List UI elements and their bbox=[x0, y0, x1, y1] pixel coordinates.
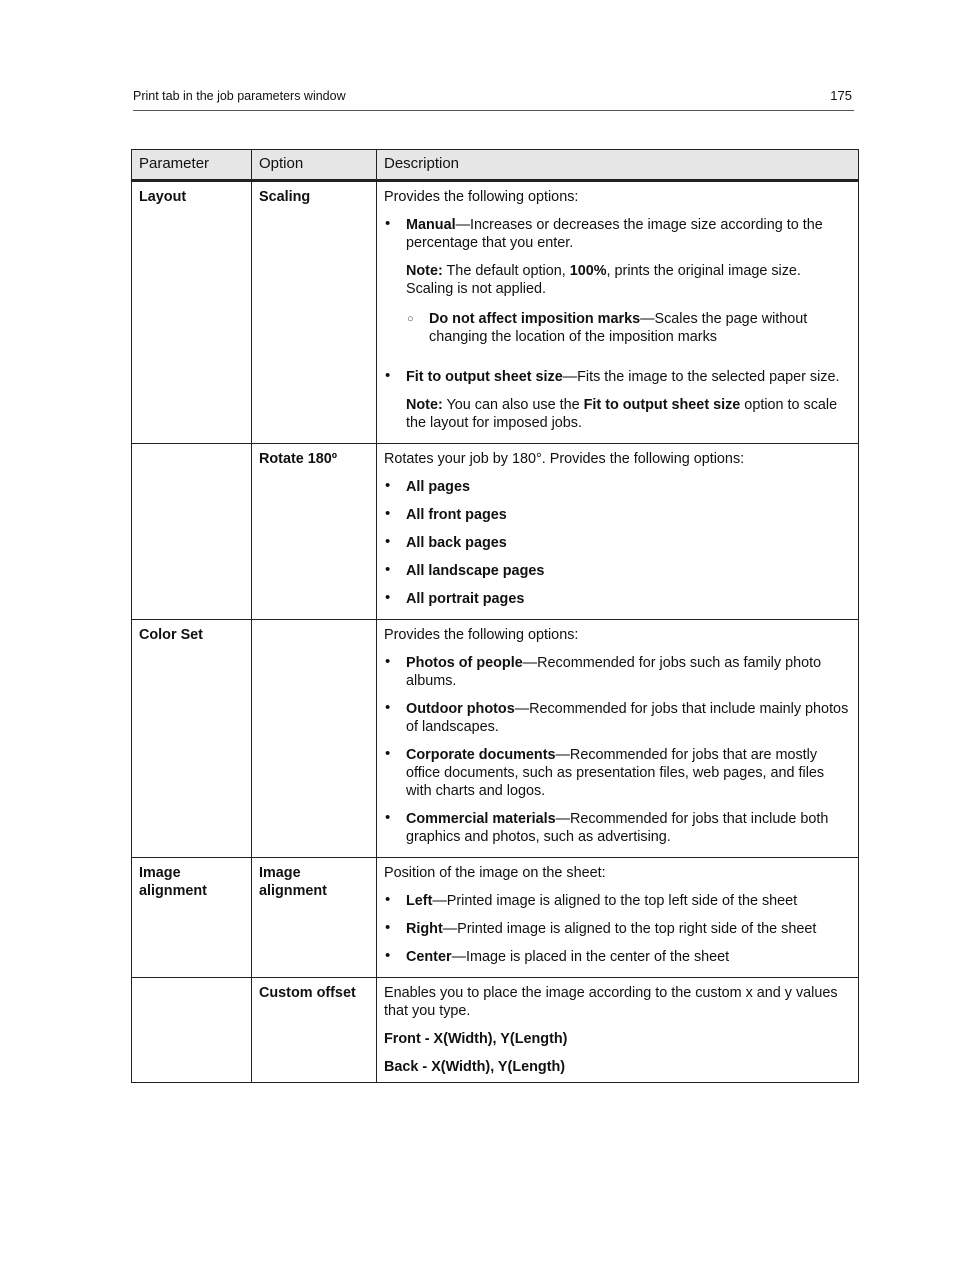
description-cell bbox=[377, 620, 859, 858]
option-cell: Custom offset bbox=[252, 978, 377, 1083]
running-title: Print tab in the job parameters window bbox=[133, 89, 346, 103]
table-row bbox=[132, 858, 859, 978]
header-description: Description bbox=[377, 150, 859, 181]
list-item bbox=[384, 654, 851, 690]
option-name: Photos of people bbox=[406, 655, 523, 671]
front-offset-label: Front - X(Width), Y(Length) bbox=[384, 1031, 568, 1047]
sub-options-list bbox=[406, 310, 851, 346]
option-text: —Recommended for jobs that include mainly photos of landscapes. bbox=[406, 701, 849, 735]
table-row bbox=[132, 620, 859, 858]
note-label: Note: bbox=[406, 397, 443, 413]
list-item bbox=[384, 920, 851, 938]
list-item bbox=[384, 216, 851, 346]
option-name: Do not affect imposition marks bbox=[429, 311, 641, 327]
header-option: Option bbox=[252, 150, 377, 181]
table-header-row bbox=[132, 150, 859, 181]
description-intro: Rotates your job by 180°. Provides the following options: bbox=[384, 451, 745, 467]
option-name: Left bbox=[406, 893, 433, 909]
option-name: Manual bbox=[406, 217, 456, 233]
page-number: 175 bbox=[830, 88, 852, 103]
bullet-icon: • bbox=[385, 891, 391, 908]
bullet-icon: • bbox=[385, 367, 391, 384]
page-header bbox=[133, 88, 854, 111]
parameters-table bbox=[131, 149, 859, 1083]
parameter-cell: Layout bbox=[132, 181, 252, 444]
options-list bbox=[384, 654, 851, 846]
option-cell: Rotate 180º bbox=[252, 444, 377, 620]
option-name: Corporate documents bbox=[406, 747, 556, 763]
list-item bbox=[384, 948, 851, 966]
options-list bbox=[384, 216, 851, 432]
note-text: You can also use the bbox=[442, 397, 584, 413]
description-cell bbox=[377, 858, 859, 978]
option-text: —Printed image is aligned to the top right side of the sheet bbox=[442, 921, 817, 937]
bullet-icon: • bbox=[385, 215, 391, 232]
note-text: option to scale the layout for imposed jobs. bbox=[406, 397, 838, 431]
bullet-icon: • bbox=[385, 505, 391, 522]
options-list bbox=[384, 892, 851, 966]
option-name: Right bbox=[406, 921, 443, 937]
bullet-icon: • bbox=[385, 809, 391, 826]
list-item bbox=[384, 590, 851, 608]
list-item bbox=[384, 562, 851, 580]
description-cell bbox=[377, 978, 859, 1083]
description-intro: Provides the following options: bbox=[384, 627, 579, 643]
option-name: All portrait pages bbox=[406, 591, 525, 607]
option-name: All back pages bbox=[406, 535, 507, 551]
hollow-bullet-icon: ○ bbox=[407, 313, 414, 325]
header-parameter: Parameter bbox=[132, 150, 252, 181]
option-name: All pages bbox=[406, 479, 470, 495]
parameter-cell: Color Set bbox=[132, 620, 252, 858]
note bbox=[406, 262, 851, 298]
note-label: Note: bbox=[406, 263, 443, 279]
option-name: Outdoor photos bbox=[406, 701, 515, 717]
description-intro: Provides the following options: bbox=[384, 189, 579, 205]
option-text: —Scales the page without changing the location of the imposition marks bbox=[429, 311, 808, 345]
description-intro: Enables you to place the image according to the custom x and y values that you type. bbox=[384, 985, 838, 1019]
option-name: All front pages bbox=[406, 507, 507, 523]
option-name: Fit to output sheet size bbox=[406, 369, 563, 385]
option-cell bbox=[252, 620, 377, 858]
table-row bbox=[132, 444, 859, 620]
list-item bbox=[384, 892, 851, 910]
list-item bbox=[384, 746, 851, 800]
bullet-icon: • bbox=[385, 699, 391, 716]
option-cell: Scaling bbox=[252, 181, 377, 444]
description-cell bbox=[377, 181, 859, 444]
option-name: Commercial materials bbox=[406, 811, 556, 827]
bullet-icon: • bbox=[385, 745, 391, 762]
option-cell: Image alignment bbox=[252, 858, 377, 978]
note-bold: 100% bbox=[569, 263, 607, 279]
bullet-icon: • bbox=[385, 533, 391, 550]
back-offset-label: Back - X(Width), Y(Length) bbox=[384, 1059, 566, 1075]
description-cell bbox=[377, 444, 859, 620]
option-text: —Increases or decreases the image size according to the percentage that you enter. bbox=[406, 217, 823, 251]
note bbox=[406, 396, 851, 432]
option-text: —Fits the image to the selected paper size. bbox=[562, 369, 840, 385]
list-item bbox=[384, 368, 851, 432]
option-text: —Recommended for jobs that include both graphics and photos, such as advertising. bbox=[406, 811, 829, 845]
note-text: , prints the original image size. Scaling is not applied. bbox=[406, 263, 801, 297]
option-name: Center bbox=[406, 949, 452, 965]
option-name: All landscape pages bbox=[406, 563, 545, 579]
list-item bbox=[384, 506, 851, 524]
option-text: —Recommended for jobs such as family photo albums. bbox=[406, 655, 822, 689]
bullet-icon: • bbox=[385, 589, 391, 606]
note-bold: Fit to output sheet size bbox=[583, 397, 741, 413]
list-item bbox=[384, 700, 851, 736]
bullet-icon: • bbox=[385, 947, 391, 964]
option-text: —Image is placed in the center of the sheet bbox=[451, 949, 730, 965]
list-item bbox=[384, 478, 851, 496]
option-text: —Recommended for jobs that are mostly office documents, such as presentation files, web pages, and files with charts and logos. bbox=[406, 747, 825, 799]
bullet-icon: • bbox=[385, 561, 391, 578]
bullet-icon: • bbox=[385, 653, 391, 670]
bullet-icon: • bbox=[385, 919, 391, 936]
options-list bbox=[384, 478, 851, 608]
note-text: The default option, bbox=[442, 263, 570, 279]
bullet-icon: • bbox=[385, 477, 391, 494]
list-item bbox=[384, 534, 851, 552]
description-intro: Position of the image on the sheet: bbox=[384, 865, 606, 881]
parameter-cell bbox=[132, 978, 252, 1083]
parameter-cell bbox=[132, 444, 252, 620]
sub-list-item bbox=[406, 310, 851, 346]
table-row bbox=[132, 978, 859, 1083]
parameter-cell: Image alignment bbox=[132, 858, 252, 978]
table-row bbox=[132, 181, 859, 444]
option-text: —Printed image is aligned to the top left side of the sheet bbox=[432, 893, 798, 909]
list-item bbox=[384, 810, 851, 846]
